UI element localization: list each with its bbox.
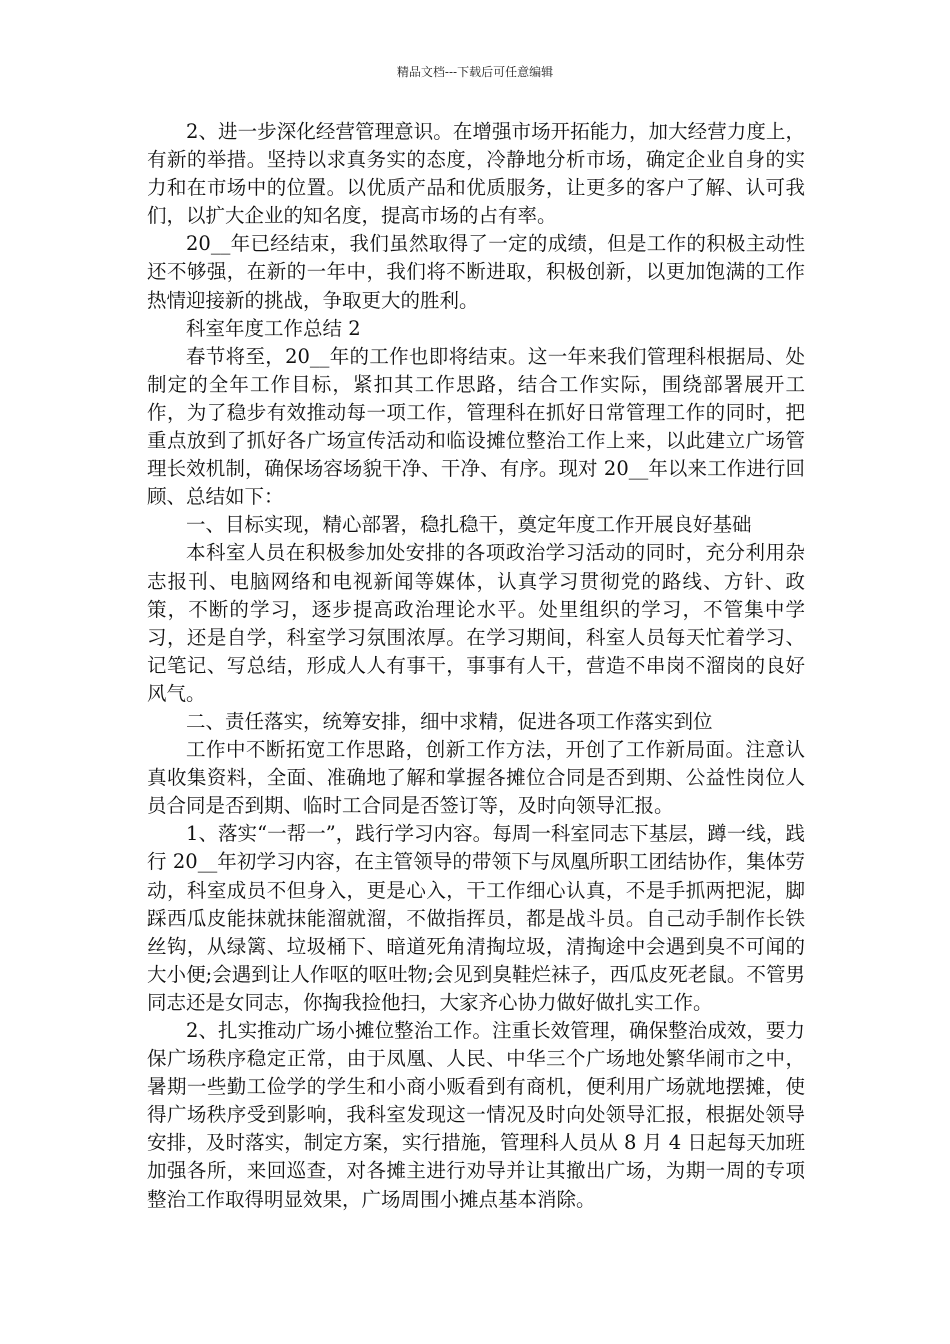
paragraph-intro: 春节将至，20__年的工作也即将结束。这一年来我们管理科根据局、处制定的全年工作目标，紧扣其工作思路，结合工作实际，围绕部署展开工作，为了稳步有效推动每一项工作，管理科在抓好日常管理工作的同时，把重点放到了抓好各广场宣传活动和临设摊位整治工作上来，以此建立广场管理长效机制，确保场容场貌干净、干净、有序。现对 20__年以来工作进行回顾、总结如下： (147, 344, 805, 509)
paragraph-political-study: 本科室人员在积极参加处安排的各项政治学习活动的同时，充分利用杂志报刊、电脑网络和电视新闻等媒体，认真学习贯彻党的路线、方针、政策，不断的学习，逐步提高政治理论水平。处里组织的学习，不管集中学习，还是自学，科室学习氛围浓厚。在学习期间，科室人员每天忙着学习、记笔记、写总结，形成人人有事干，事事有人干，营造不串岗不溜岗的良好风气。 (147, 541, 805, 705)
heading-part-two: 二、责任落实，统筹安排，细中求精，促进各项工作落实到位 (186, 709, 713, 733)
paragraph-stall-rectification: 2、扎实推动广场小摊位整治工作。注重长效管理，确保整治成效，要力保广场秩序稳定正常，由于凤凰、人民、中华三个广场地处繁华闹市之中，暑期一些勤工俭学的学生和小商小贩看到有商机，便利用广场就地摆摊，使得广场秩序受到影响，我科室发现这一情况及时向处领导汇报，根据处领导安排，及时落实，制定方案，实行措施，管理科人员从 8 月 4 日起每天加班加强各所，来回巡查，对各摊主进行劝导并让其撤出广场，为期一周的专项整治工作取得明显效果，广场周围小摊点基本消除。 (147, 1019, 805, 1211)
paragraph-management-awareness: 2、进一步深化经营管理意识。在增强市场开拓能力，加大经营力度上，有新的举措。坚持以求真务实的态度，冷静地分析市场，确定企业自身的实力和在市场中的位置。以优质产品和优质服务，让更多的客户了解、认可我们，以扩大企业的知名度，提高市场的占有率。 (147, 120, 805, 228)
paragraph-one-help-one: 1、落实“一帮一”，践行学习内容。每周一科室同志下基层，蹲一线，践行 20__年初学习内容，在主管领导的带领下与凤凰所职工团结协作，集体劳动，科室成员不但身入，更是心入，干工作细心认真，不是手抓两把泥，脚踩西瓜皮能抹就抹能溜就溜，不做指挥员，都是战斗员。自己动手制作长铁丝钩，从绿篱、垃圾桶下、暗道死角清掏垃圾，清掏途中会遇到臭不可闻的大小便;会遇到让人作呕的呕吐物;会见到臭鞋烂袜子，西瓜皮死老鼠。不管男同志还是女同志，你掏我捡他扫，大家齐心协力做好做扎实工作。 (147, 822, 805, 1014)
page-header: 精品文档---下载后可任意编辑 (396, 65, 554, 79)
paragraph-work-ideas: 工作中不断拓宽工作思路，创新工作方法，开创了工作新局面。注意认真收集资料，全面、准确地了解和掌握各摊位合同是否到期、公益性岗位人员合同是否到期、临时工合同是否签订等，及时向领导汇报。 (147, 738, 805, 818)
section-title-summary-2: 科室年度工作总结 2 (186, 316, 361, 340)
paragraph-year-conclusion: 20__年已经结束，我们虽然取得了一定的成绩，但是工作的积极主动性还不够强，在新的一年中，我们将不断进取，积极创新，以更加饱满的工作热情迎接新的挑战，争取更大的胜利。 (147, 232, 805, 312)
heading-part-one: 一、目标实现，精心部署，稳扎稳干，奠定年度工作开展良好基础 (186, 513, 752, 537)
document-body (147, 118, 805, 1214)
